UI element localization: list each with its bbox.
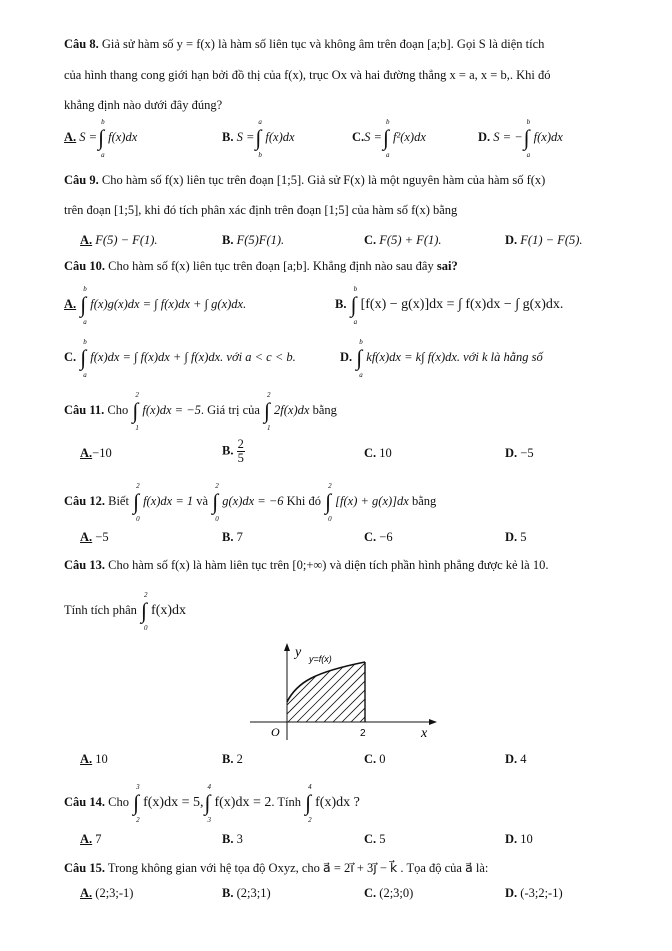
q11-option-a[interactable]: A.−10 <box>80 446 112 460</box>
q15-option-b[interactable]: B. (2;3;1) <box>222 886 271 900</box>
origin-label: O <box>271 725 280 739</box>
hatch-line <box>396 642 445 722</box>
q14-option-d[interactable]: D. 10 <box>505 832 533 846</box>
hatch-line <box>423 642 445 722</box>
hatch-line <box>360 642 440 722</box>
q9-line1: Câu 9. Cho hàm số f(x) liên tục trên đoạn [1;5]. Giả sử F(x) là một nguyên hàm của hàm số f(x) <box>64 173 546 187</box>
hatch-line <box>405 642 445 722</box>
q9-line2: trên đoạn [1;5], khi đó tích phân xác định trên đoạn [1;5] của hàm số f(x) bằng <box>64 203 458 217</box>
q8-option-b[interactable]: B. S = a ∫ b f(x)dx <box>222 118 295 159</box>
q10-option-c[interactable]: C. b ∫ a f(x)dx = ∫ f(x)dx + ∫ f(x)dx. với a < c < b. <box>64 338 296 379</box>
q14-line1: Câu 14. Cho 3 ∫ 2 f(x)dx = 5, 4 ∫ 3 f(x)dx = 2. Tính 4 ∫ 2 f(x)dx ? <box>64 783 360 824</box>
y-axis-arrow-icon <box>284 643 290 651</box>
q11-option-b[interactable]: B. $\frac{2}{5}$ <box>222 437 244 465</box>
q8-line1: Câu 8. Giả sử hàm số y = f(x) là hàm số liên tục và không âm trên đoạn [a;b]. Gọi S là diện tích <box>64 37 545 51</box>
q13-figure <box>245 640 445 745</box>
q13-option-d[interactable]: D. 4 <box>505 752 527 766</box>
hatch-line <box>333 642 413 722</box>
hatch-line <box>245 642 296 722</box>
q12-option-b[interactable]: B. 7 <box>222 530 243 544</box>
q13-option-b[interactable]: B. 2 <box>222 752 243 766</box>
q11-option-c[interactable]: C. 10 <box>364 446 392 460</box>
q8-line3: khẳng định nào dưới đây đúng? <box>64 98 223 112</box>
hatch-line <box>414 642 445 722</box>
q12-option-a[interactable]: A. −5 <box>80 530 109 544</box>
q15-option-a[interactable]: A. (2;3;-1) <box>80 886 134 900</box>
q9-option-c[interactable]: C. F(5) + F(1). <box>364 233 442 247</box>
hatch-line <box>245 642 287 722</box>
q9-option-a[interactable]: A. F(5) − F(1). <box>80 233 158 247</box>
hatch-line <box>378 642 445 722</box>
q14-option-a[interactable]: A. 7 <box>80 832 102 846</box>
hatch-line <box>342 642 422 722</box>
q12-option-d[interactable]: D. 5 <box>505 530 527 544</box>
q9-option-d[interactable]: D. F(1) − F(5). <box>505 233 583 247</box>
hatch-line <box>324 642 404 722</box>
x-axis-label: x <box>421 726 428 741</box>
q10-line1: Câu 10. Cho hàm số f(x) liên tục trên đoạn [a;b]. Khẳng định nào sau đây sai? <box>64 259 458 273</box>
q15-option-d[interactable]: D. (-3;2;-1) <box>505 886 563 900</box>
q11-option-d[interactable]: D. −5 <box>505 446 534 460</box>
q10-option-b[interactable]: B. b ∫ a [f(x) − g(x)]dx = ∫ f(x)dx − ∫ g(x)dx. <box>335 285 564 326</box>
q8-option-c[interactable]: C.S = b ∫ a f²(x)dx <box>352 118 426 159</box>
q15-option-c[interactable]: C. (2;3;0) <box>364 886 414 900</box>
q13-line2: Tính tích phân 2 ∫ 0 f(x)dx <box>64 591 187 632</box>
hatch-line <box>369 642 445 722</box>
q8-label: Câu 8. <box>64 37 99 51</box>
hatch-line <box>351 642 431 722</box>
curve <box>287 662 365 702</box>
q9-option-b[interactable]: B. F(5)F(1). <box>222 233 285 247</box>
q8-option-d[interactable]: D. S = − b ∫ a f(x)dx <box>478 118 563 159</box>
q10-option-d[interactable]: D. b ∫ a kf(x)dx = k∫ f(x)dx. với k là hằng số <box>340 338 543 379</box>
q10-option-a[interactable]: A. b ∫ a f(x)g(x)dx = ∫ f(x)dx + ∫ g(x)dx. <box>64 285 247 326</box>
x-axis-arrow-icon <box>429 719 437 725</box>
q12-line1: Câu 12. Biết 2 ∫ 0 f(x)dx = 1 và 2 ∫ 0 g(x)dx = −6 Khi đó 2 ∫ 0 [f(x) + g(x)]dx bằng <box>64 482 437 523</box>
q13-option-c[interactable]: C. 0 <box>364 752 386 766</box>
q13-line1: Câu 13. Cho hàm số f(x) là hàm liên tục trên [0;+∞) và diện tích phần hình phẳng được kẻ là 10. <box>64 558 549 572</box>
q8-option-a[interactable]: A. S = b ∫ a f(x)dx <box>64 118 138 159</box>
q13-option-a[interactable]: A. 10 <box>80 752 108 766</box>
q14-option-c[interactable]: C. 5 <box>364 832 386 846</box>
x-tick-label: 2 <box>360 728 366 739</box>
hatch-line <box>387 642 445 722</box>
q12-option-c[interactable]: C. −6 <box>364 530 393 544</box>
q11-line1: Câu 11. Cho 2 ∫ 1 f(x)dx = −5. Giá trị của 2 ∫ 1 2f(x)dx bằng <box>64 391 337 432</box>
q8-line2: của hình thang cong giới hạn bởi đồ thị của f(x), trục Ox và hai đường thẳng x = a, x = b,. Khi đó <box>64 68 551 82</box>
q14-option-b[interactable]: B. 3 <box>222 832 243 846</box>
y-axis-label: y <box>295 645 302 660</box>
curve-label: y=f(x) <box>309 654 332 664</box>
q15-line1: Câu 15. Trong không gian với hệ tọa độ Oxyz, cho a⃗ = 2i⃗ + 3j⃗ − k⃗ . Tọa độ của a⃗ là: <box>64 861 489 875</box>
shaded-area <box>245 642 445 722</box>
